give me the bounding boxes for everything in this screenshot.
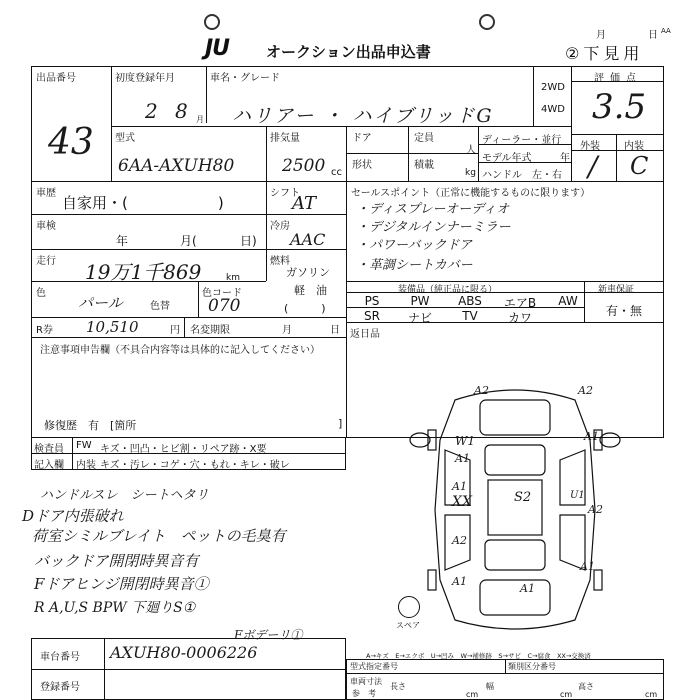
diagram-mark-9: U1: [570, 490, 585, 501]
mileage-unit: km: [226, 273, 240, 283]
displacement-value: 2500: [282, 156, 326, 176]
usage-label: 車歴: [36, 188, 56, 199]
diagram-mark-3: A1: [584, 430, 599, 443]
color-value: パール: [78, 294, 123, 312]
return-date-label: 返日品: [350, 329, 380, 340]
first-reg-month: 8: [175, 99, 188, 123]
deadline-label: 名変期限: [190, 325, 230, 336]
diagram-mark-5: A1: [455, 452, 470, 465]
drive-2wd: 2WD: [541, 82, 565, 93]
width-label: 幅: [486, 682, 494, 691]
color-code-value: 070: [208, 296, 241, 316]
rating-value: 3.5: [592, 87, 647, 127]
listing-number-label: 出品番号: [36, 73, 76, 84]
shape-label: 形状: [352, 160, 372, 171]
drive-4wd: 4WD: [541, 104, 565, 115]
chassis-value: AXUH80-0006226: [110, 643, 258, 662]
sales-point-3: ・パワーバックドア: [356, 238, 472, 253]
diagram-mark-11: A2: [452, 534, 467, 547]
inspector-interior-items: キズ・汚レ・コゲ・穴・もれ・キレ・破レ: [100, 460, 290, 471]
diagram-mark-6: A1: [452, 480, 467, 493]
sales-point-1: ・ディスプレーオーディオ: [356, 202, 510, 217]
inspection-year-label: 年: [116, 234, 129, 248]
diagram-mark-7: XX: [452, 494, 472, 510]
model-year-unit: 年: [560, 153, 570, 164]
registration-label: 登録番号: [40, 682, 80, 693]
load-unit: kg: [465, 168, 476, 178]
chassis-label: 車台番号: [40, 652, 80, 663]
displacement-unit: cc: [331, 167, 342, 178]
fuel-diesel: 軽 油: [294, 284, 327, 297]
inspector-interior-label: 内装: [76, 460, 96, 471]
width-unit: cm: [560, 690, 573, 699]
copy-label: ②下見用: [565, 44, 644, 63]
new-car-warranty-value: 有・無: [606, 304, 643, 318]
car-name-value: ハリアー ・ ハイブリッドG: [232, 105, 494, 127]
diagram-mark-10: A2: [588, 503, 603, 516]
inspector-fw: FW: [76, 440, 92, 451]
length-label: 長さ: [390, 682, 406, 691]
fuel-label: 燃料: [270, 256, 290, 267]
spare-tire-icon: [398, 596, 420, 618]
deadline-month: 月: [282, 325, 292, 336]
remark-4: バックドア開閉時異音有: [34, 552, 199, 570]
equip-abs: ABS: [458, 294, 482, 308]
height-unit: cm: [645, 690, 658, 699]
vehicle-note-label: 車両寸法: [350, 677, 382, 686]
recycle-value: 10,510: [86, 318, 139, 336]
entry-label: 記入欄: [34, 460, 64, 471]
inspector-fw-items: キズ・凹凸・ヒビ割・リペア跡・X要: [100, 444, 267, 455]
sales-points-label: セールスポイント（正常に機能するものに限ります）: [351, 188, 591, 199]
fuel-gasoline: ガソリン: [286, 266, 330, 279]
dealer-label: ディーラー・並行: [482, 135, 562, 146]
remark-5: Fドアヒンジ開閉時異音①: [34, 575, 209, 593]
sales-point-2: ・デジタルインナーミラー: [356, 220, 511, 235]
equip-tv: TV: [462, 309, 478, 323]
height-label: 高さ: [578, 682, 594, 691]
color-label: 色: [36, 288, 46, 299]
inspection-month-label: 月(: [180, 234, 197, 248]
diagram-mark-2: A2: [578, 384, 593, 397]
remark-6: R A,U,S BPW 下廻りS①: [34, 600, 196, 616]
first-reg-year: 2: [145, 99, 158, 123]
load-label: 積載: [414, 160, 434, 171]
equip-ps: PS: [364, 294, 380, 308]
inspection-day-label: 日): [240, 234, 257, 248]
ac-value: AAC: [290, 230, 326, 249]
header-aa-label: AA: [661, 27, 671, 35]
remark-3: 荷室シミルブレイト ペットの毛臭有: [32, 527, 286, 545]
car-name-label: 車名・グレード: [210, 73, 280, 84]
exterior-value: /: [588, 150, 598, 183]
mileage-value: 19万1千869: [85, 260, 202, 284]
reference-label: 参 考: [352, 689, 376, 698]
header: [0, 0, 700, 64]
header-day-label: 日: [648, 30, 658, 41]
color-shade-label: 色替: [150, 301, 170, 312]
model-value: 6AA-AXUH80: [118, 156, 235, 176]
diagram-extra-note: Fボデーリ①: [234, 628, 303, 642]
diagram-mark-1: A2: [474, 384, 489, 397]
first-reg-label: 初度登録年月: [115, 73, 175, 84]
recycle-label: R券: [36, 325, 53, 336]
exterior-label: 外装: [580, 141, 600, 152]
first-reg-month-unit: 月: [196, 115, 204, 124]
mileage-label: 走行: [36, 256, 56, 267]
equip-airbag: エアB: [503, 296, 537, 310]
class-label: 類別区分番号: [508, 662, 556, 671]
displacement-label: 排気量: [270, 133, 300, 144]
inspection-label: 車検: [36, 221, 56, 232]
diagram-mark-14: A1: [520, 582, 535, 595]
diagram-mark-8: S2: [514, 490, 532, 505]
designated-label: 型式指定番号: [350, 662, 398, 671]
remark-2: Dドア内張破れ: [22, 507, 124, 525]
interior-value: C: [630, 152, 649, 180]
inspector-label: 検査員: [34, 444, 64, 455]
length-unit: cm: [466, 690, 479, 699]
shift-value: AT: [292, 193, 317, 214]
diagram-mark-12: A1: [580, 560, 595, 573]
deadline-day: 日: [330, 325, 340, 336]
equip-navi: ナビ: [407, 311, 432, 325]
repair-close: ]: [338, 417, 343, 430]
handle-label: ハンドル 左・右: [482, 170, 562, 181]
notes-label: 注意事項申告欄（不具合内容等は具体的に記入してください）: [40, 345, 320, 356]
rating-label: 評価点: [594, 73, 642, 84]
ac-label: 冷房: [270, 221, 290, 232]
equip-aw: AW: [558, 294, 578, 308]
model-label: 型式: [115, 133, 135, 144]
model-year-label: モデル年式: [482, 153, 532, 164]
interior-label: 内装: [624, 141, 644, 152]
fuel-other: ( ): [284, 302, 326, 315]
diagram-legend: A→キズ E→エクボ U→凹み W→補修跡 S→サビ C→腐食 XX→交換済: [366, 652, 591, 660]
equip-pw: PW: [410, 294, 430, 308]
color-code-label: 色コード: [202, 288, 242, 299]
diagram-mark-13: A1: [452, 575, 467, 588]
equip-sr: SR: [364, 309, 380, 323]
sales-point-4: ・革調シートカバー: [356, 258, 473, 273]
remark-1: ハンドルスレ シートヘタリ: [40, 488, 209, 503]
spare-label: スペア: [396, 621, 420, 630]
usage-value: 自家用・( ): [62, 194, 224, 212]
door-label: ドア: [352, 133, 372, 144]
capacity-label: 定員: [414, 133, 434, 144]
ju-logo: JU: [205, 36, 230, 61]
header-month-label: 月: [596, 30, 606, 41]
listing-number-value: 43: [48, 122, 94, 163]
new-car-warranty-label: 新車保証: [598, 285, 635, 295]
shift-label: シフト: [270, 188, 300, 199]
form-title: オークション出品申込書: [266, 43, 431, 61]
recycle-unit: 円: [170, 325, 180, 336]
diagram-mark-4: W1: [455, 434, 475, 448]
equip-leather: カワ: [507, 311, 532, 325]
capacity-unit: 人: [466, 145, 476, 156]
repair-label: 修復歴 有 [箇所: [44, 419, 137, 432]
equipment-label: 装備品（純正品に限る）: [398, 285, 498, 295]
